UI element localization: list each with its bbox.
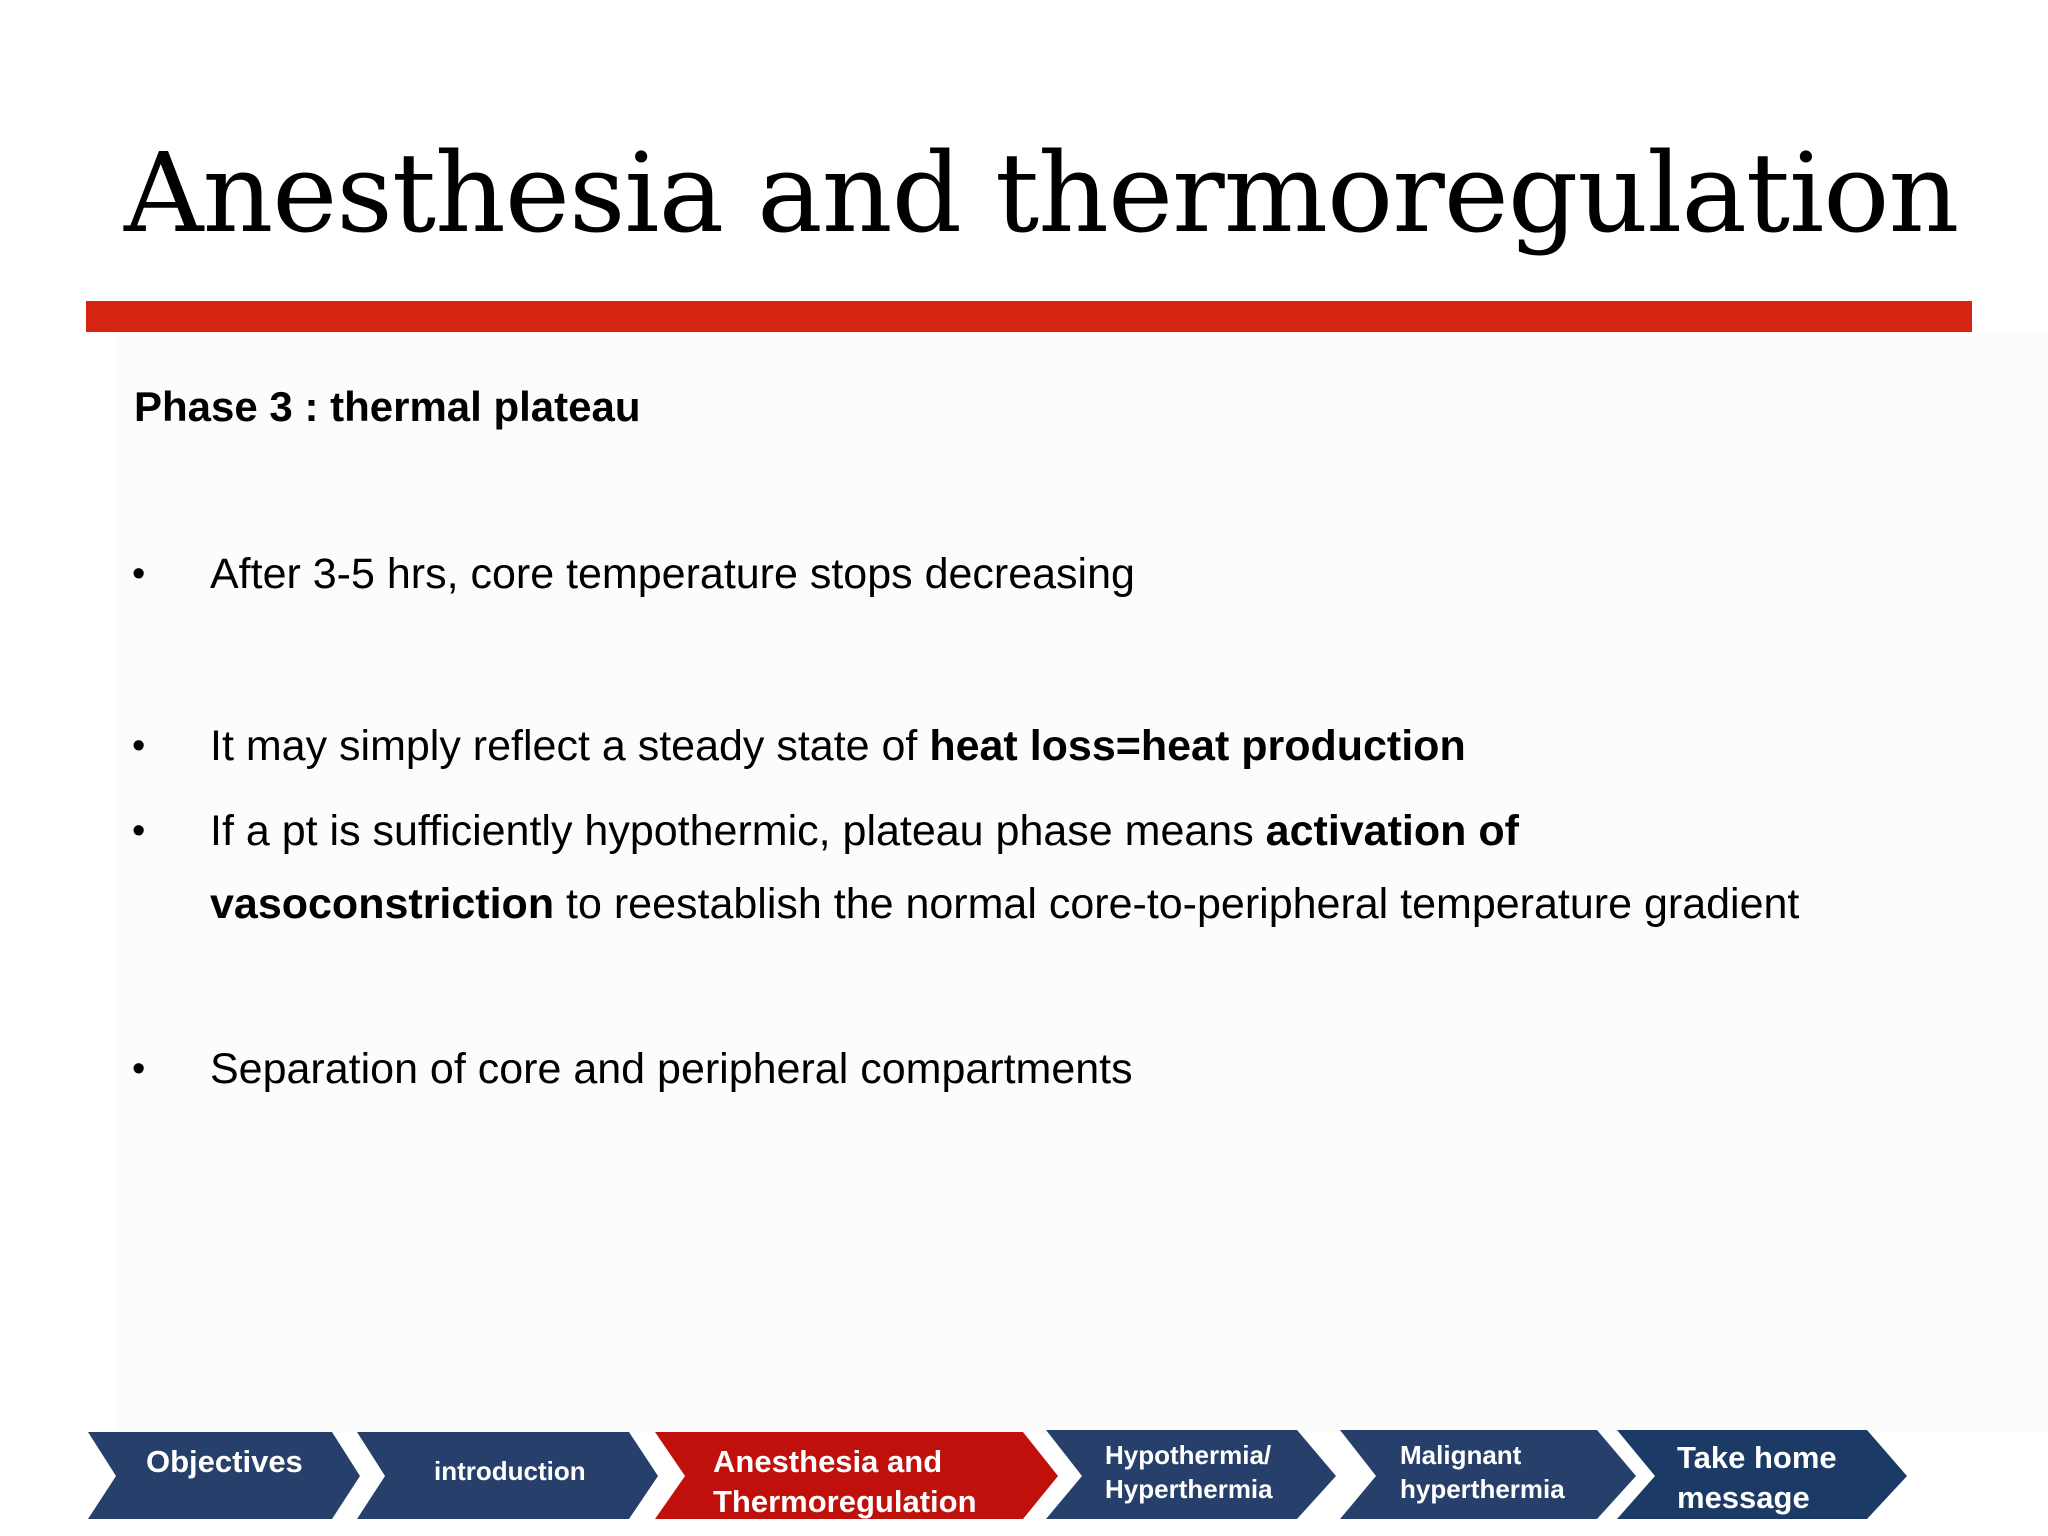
bullet-emphasis: heat loss=heat production	[929, 722, 1466, 770]
title-divider-bar	[86, 301, 1972, 332]
bullet-emphasis: activation of vasoconstriction	[210, 807, 1519, 928]
slide-title: Anesthesia and thermoregulation	[124, 129, 1959, 257]
bullet-text: If a pt is sufficiently hypothermic, plateau phase means activation of vasoconstriction to reestablish the normal core-to-peripheral temperature gradient	[210, 807, 1800, 928]
nav-item-take-home-message[interactable]: Take home message	[1677, 1440, 1837, 1515]
bullet-dot-icon: •	[132, 553, 146, 595]
bullet-text: Separation of core and peripheral compartments	[210, 1045, 1133, 1093]
bullet-text: It may simply reflect a steady state of heat loss=heat production	[210, 722, 1466, 770]
bullet-text: After 3-5 hrs, core temperature stops decreasing	[210, 550, 1135, 598]
bullet-dot-icon: •	[132, 1048, 146, 1090]
nav-item-malignant-hyperthermia[interactable]: Malignant hyperthermia	[1400, 1440, 1565, 1504]
nav-item-introduction[interactable]: introduction	[434, 1456, 586, 1486]
bullet-dot-icon: •	[132, 725, 146, 767]
section-navigation	[0, 1428, 2048, 1523]
section-heading: Phase 3 : thermal plateau	[134, 383, 641, 430]
nav-item-objectives[interactable]: Objectives	[146, 1444, 303, 1479]
nav-item-anesthesia-thermoregulation[interactable]: Anesthesia and Thermoregulation	[713, 1444, 977, 1519]
nav-item-hypothermia-hyperthermia[interactable]: Hypothermia/ Hyperthermia	[1105, 1440, 1273, 1504]
bullet-dot-icon: •	[132, 810, 146, 852]
